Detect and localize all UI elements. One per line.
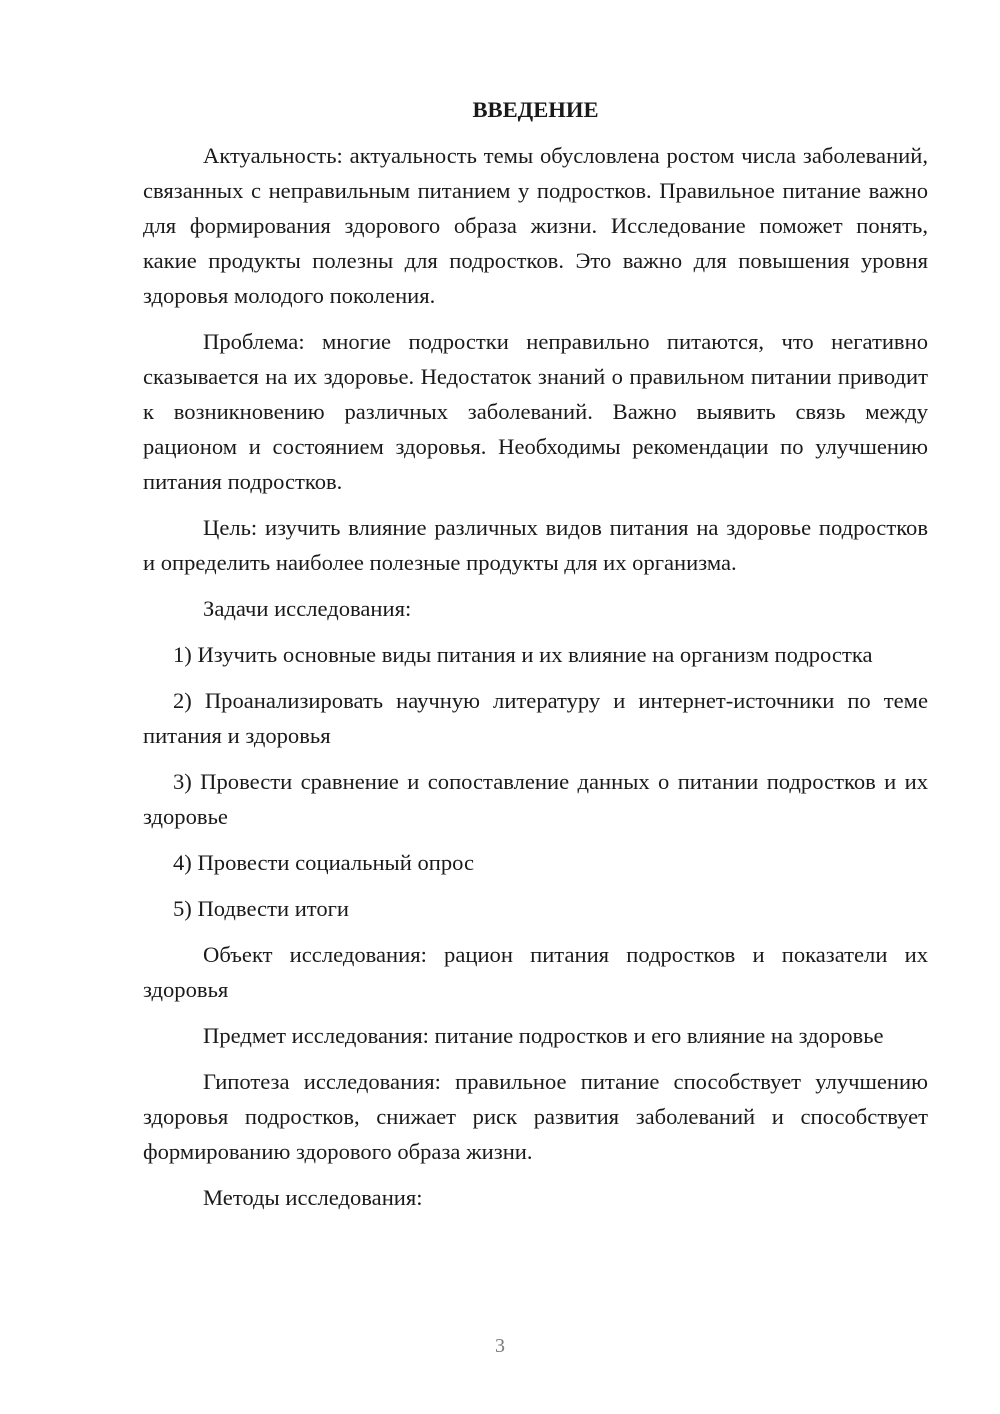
document-page xyxy=(143,92,928,1226)
relevance-paragraph: Актуальность: актуальность темы обусловлена ростом числа заболеваний, связанных с неправильным питанием у подростков. Правильное питание важно для формирования здорового образа жизни. Исследование поможет понять, какие продукты полезны для подростков. Это важно для повышения уровня здоровья молодого поколения. xyxy=(143,143,928,308)
task-item: 5) Подвести итоги xyxy=(173,896,350,921)
goal-paragraph: Цель: изучить влияние различных видов питания на здоровье подростков и определить наиболее полезные продукты для их организма. xyxy=(143,515,928,575)
task-item: 4) Провести социальный опрос xyxy=(173,850,475,875)
task-item: 1) Изучить основные виды питания и их влияние на организм подростка xyxy=(173,642,873,667)
page-number: 3 xyxy=(495,1335,505,1357)
task-item: 3) Провести сравнение и сопоставление данных о питании подростков и их здоровье xyxy=(143,769,928,829)
object-paragraph: Объект исследования: рацион питания подростков и показатели их здоровья xyxy=(143,942,928,1002)
tasks-title: Задачи исследования: xyxy=(203,596,412,621)
hypothesis-paragraph: Гипотеза исследования: правильное питание способствует улучшению здоровья подростков, снижает риск развития заболеваний и способствует формированию здорового образа жизни. xyxy=(143,1069,928,1164)
task-item: 2) Проанализировать научную литературу и интернет-источники по теме питания и здоровья xyxy=(143,688,928,748)
section-heading: ВВЕДЕНИЕ xyxy=(472,97,599,122)
methods-title: Методы исследования: xyxy=(203,1185,423,1210)
problem-paragraph: Проблема: многие подростки неправильно питаются, что негативно сказывается на их здоровье. Недостаток знаний о правильном питании приводит к возникновению различных заболеваний. Важно выявить связь между рационом и состоянием здоровья. Необходимы рекомендации по улучшению питания подростков. xyxy=(143,329,928,494)
subject-paragraph: Предмет исследования: питание подростков и его влияние на здоровье xyxy=(203,1023,884,1048)
tasks-list xyxy=(143,637,928,926)
